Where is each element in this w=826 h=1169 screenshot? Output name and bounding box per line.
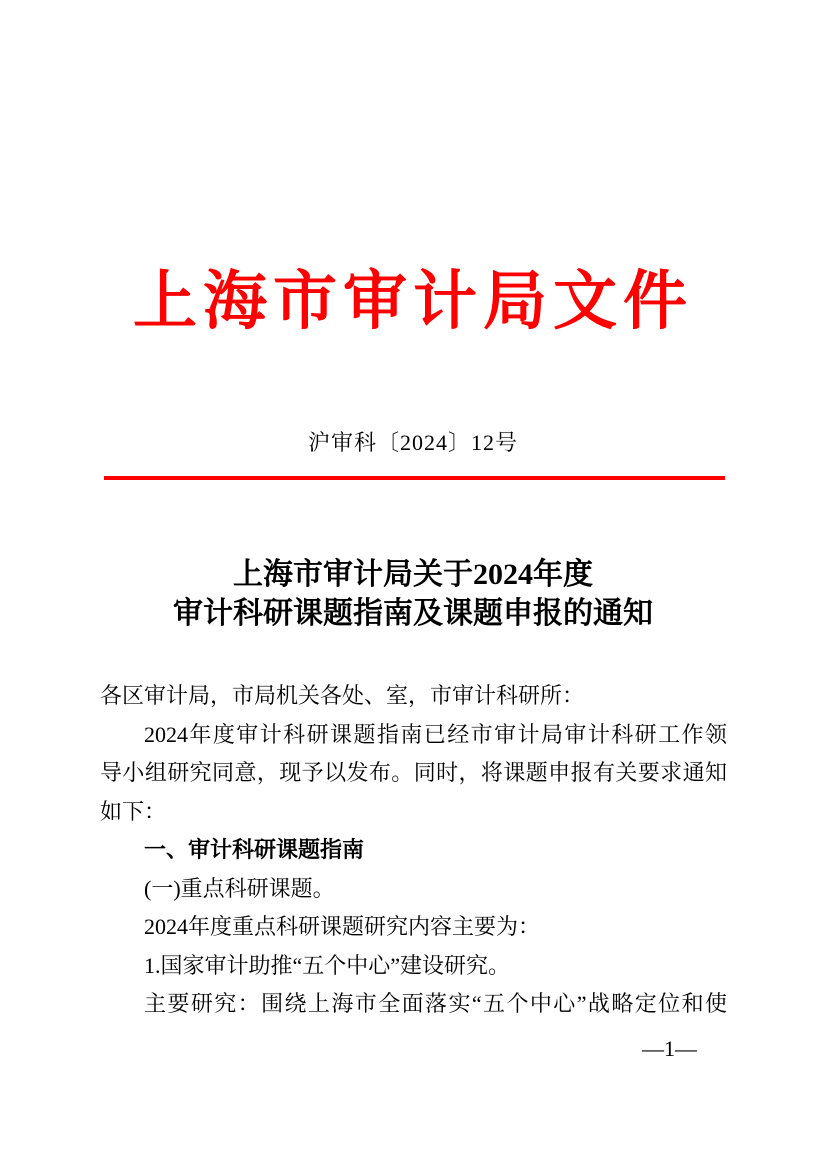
section-heading: 一、审计科研课题指南	[144, 837, 365, 862]
page-number: —1—	[642, 1036, 697, 1061]
body-line: 2024年度重点科研课题研究内容主要为：	[144, 914, 541, 939]
org-header: 上海市审计局文件	[133, 266, 693, 337]
salutation-line: 各区审计局，市局机关各处、室，市审计科研所：	[100, 683, 585, 708]
body-line: 导小组研究同意，现予以发布。同时，将课题申报有关要求通知	[100, 760, 727, 785]
doc-title-line-1: 上海市审计局关于2024年度	[233, 558, 593, 591]
doc-title-line-2: 审计科研课题指南及课题申报的通知	[173, 597, 653, 630]
subsection-heading: (一)重点科研课题。	[144, 875, 335, 901]
body-line: 主要研究：围绕上海市全面落实“五个中心”战略定位和使	[144, 991, 727, 1016]
doc-number: 沪审科〔2024〕12号	[307, 430, 518, 455]
numbered-item-line: 1.国家审计助推“五个中心”建设研究。	[144, 952, 511, 978]
body-line: 2024年度审计科研课题指南已经市审计局审计科研工作领	[144, 721, 727, 747]
document-body	[100, 677, 727, 1024]
body-line: 如下：	[100, 798, 167, 824]
doc-title	[0, 555, 826, 633]
red-divider-rule	[104, 476, 725, 480]
